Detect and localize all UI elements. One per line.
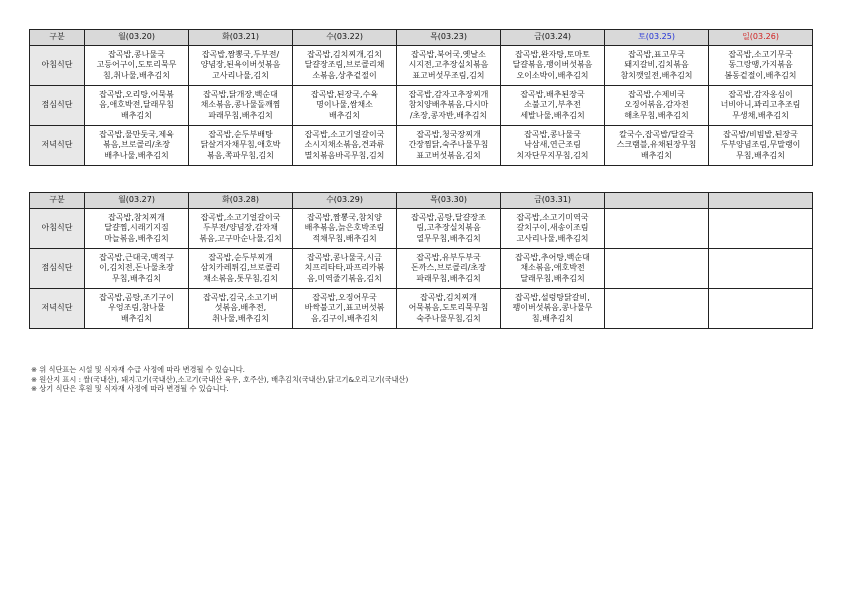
- menu-cell: [709, 249, 813, 289]
- menu-cell: 잡곡밥,짬뽕국,두부전/ 양념장,된욕이버섯볶음 고사리나물,김치: [189, 46, 293, 86]
- dinner-row: [30, 289, 813, 329]
- day-header-mon: 월(03.20): [85, 30, 189, 46]
- meal-label-dinner: 저녁식단: [30, 126, 85, 166]
- menu-cell: [709, 209, 813, 249]
- dinner-row: [30, 126, 813, 166]
- menu-cell: 잡곡밥,닭개장,백순대 채소볶음,콩나물돌깨찜 파래무침,배추김치: [189, 86, 293, 126]
- day-header-sun: 일(03.26): [709, 30, 813, 46]
- day-header-tue: 화(03.21): [189, 30, 293, 46]
- menu-cell: 잡곡밥,설렁탕닭갈비, 팽이버섯볶음,콩나물무 침,배추김치: [501, 289, 605, 329]
- footnote-sponsor-notice: ※ 상기 식단은 후원 및 식자재 사정에 따라 변경될 수 있습니다.: [31, 384, 229, 394]
- menu-cell: [605, 209, 709, 249]
- menu-cell: [605, 289, 709, 329]
- menu-cell: 잡곡밥,소고기얼갈이국 두부전/양념장,감자채 볶음,고구마순나물,김치: [189, 209, 293, 249]
- menu-cell: 잡곡밥,참치찌개 달걀찜,시래기지짐 마늘볶음,배추김치: [85, 209, 189, 249]
- day-header-thu: 목(03.30): [397, 193, 501, 209]
- week2-header-row: [30, 193, 813, 209]
- menu-cell: 잡곡밥,감자고추장찌개 참치양배추볶음,다시마 /초장,콩자반,배추김치: [397, 86, 501, 126]
- meal-label-lunch: 점심식단: [30, 86, 85, 126]
- menu-cell: 칼국수,잡곡밥/달갈국 스크램블,유채된장무침 배추김치: [605, 126, 709, 166]
- day-header-thu: 목(03.23): [397, 30, 501, 46]
- menu-cell: 잡곡밥,소고기얼갈이국 소시지채소볶음,견과류 멸치볶음바곡무침,김치: [293, 126, 397, 166]
- menu-cell: 잡곡밥,된장국,수육 명이나물,쌈채소 배추김치: [293, 86, 397, 126]
- week1-menu-table: [29, 29, 813, 166]
- menu-cell: 잡곡밥,김치찌개 어묵볶음,도토리묵무침 숙주나물무침,김치: [397, 289, 501, 329]
- menu-cell: 잡곡밥,근대국,맥적구 이,김치전,돈나물초장 무침,배추김치: [85, 249, 189, 289]
- menu-cell: 잡곡밥,순두부배탕 닭살겨자채무침,애호박 볶음,쪽파무침,김치: [189, 126, 293, 166]
- menu-cell: 잡곡밥,콩나물국 낙삼새,연근조림 치자단무지무침,김치: [501, 126, 605, 166]
- menu-cell: 잡곡밥,표고무국 돼지갈비,김치볶음 참치깻잎전,배추김치: [605, 46, 709, 86]
- menu-cell: 잡곡밥,청국장찌개 간장찜닭,숙주나물무침 표고버섯볶음,김치: [397, 126, 501, 166]
- menu-cell: 잡곡밥,물만둣국,제육 볶음,브로콜리/초장 배추나물,배추김치: [85, 126, 189, 166]
- day-header-empty: [605, 193, 709, 209]
- menu-cell: 잡곡밥/비빔밥,된장국 두부양념조림,무말랭이 무침,배추김치: [709, 126, 813, 166]
- category-header: 구분: [30, 193, 85, 209]
- breakfast-row: [30, 209, 813, 249]
- lunch-row: [30, 86, 813, 126]
- menu-cell: 잡곡밥,유부두부국 돈까스,브로콜리/초장 파래무침,배추김치: [397, 249, 501, 289]
- meal-label-breakfast: 아침식단: [30, 46, 85, 86]
- day-header-mon: 월(03.27): [85, 193, 189, 209]
- menu-cell: 잡곡밥,순두부찌개 삼치카레튀김,브로콜리 채소볶음,톳무침,김치: [189, 249, 293, 289]
- day-header-fri: 금(03.24): [501, 30, 605, 46]
- meal-label-dinner: 저녁식단: [30, 289, 85, 329]
- menu-cell: 잡곡밥,감자옹심이 너비아니,꽈리고추조림 무생채,배추김치: [709, 86, 813, 126]
- menu-cell: 잡곡밥,곰탕,달걀장조 림,고추장실치볶음 열무무침,배추김치: [397, 209, 501, 249]
- day-header-wed: 수(03.22): [293, 30, 397, 46]
- day-header-empty: [709, 193, 813, 209]
- menu-cell: 잡곡밥,김국,소고기버 섯볶음,배추전, 취나물,배추김치: [189, 289, 293, 329]
- menu-cell: 잡곡밥,배추된장국 소불고기,부추전 세발나물,배추김치: [501, 86, 605, 126]
- menu-cell: 잡곡밥,추어탕,백순대 채소볶음,애호박전 달래무침,배추김치: [501, 249, 605, 289]
- menu-cell: 잡곡밥,소고기미역국 갈치구이,새송이조림 고사리나물,배추김치: [501, 209, 605, 249]
- week2-menu-table: [29, 192, 813, 329]
- day-header-sat: 토(03.25): [605, 30, 709, 46]
- menu-cell: [709, 289, 813, 329]
- menu-cell: 잡곡밥,곰탕,조기구이 우엉조림,참나물 배추김치: [85, 289, 189, 329]
- menu-cell: 잡곡밥,오리탕,어묵볶 음,애호박전,달래무침 배추김치: [85, 86, 189, 126]
- day-header-tue: 화(03.28): [189, 193, 293, 209]
- meal-label-lunch: 점심식단: [30, 249, 85, 289]
- breakfast-row: [30, 46, 813, 86]
- menu-cell: 잡곡밥,완자탕,토마토 달걀볶음,팽이버섯볶음 오이소박이,배추김치: [501, 46, 605, 86]
- menu-cell: 잡곡밥,소고기무국 동그랑땡,가지볶음 봄동겉절이,배추김치: [709, 46, 813, 86]
- menu-cell: 잡곡밥,북어국,옛날소 시지전,고추장실치볶음 표고버섯무조림,김치: [397, 46, 501, 86]
- day-header-fri: 금(03.31): [501, 193, 605, 209]
- day-header-wed: 수(03.29): [293, 193, 397, 209]
- menu-cell: 잡곡밥,수제비국 오징어볶음,감자전 해초무침,배추김치: [605, 86, 709, 126]
- footnote-change-notice: ※ 위 식단표는 시설 및 식자재 수급 사정에 따라 변경될 수 있습니다.: [31, 365, 245, 374]
- footnotes: [31, 365, 408, 394]
- category-header: 구분: [30, 30, 85, 46]
- menu-cell: 잡곡밥,오징어무국 바싹불고기,표고버섯볶 음,김구이,배추김치: [293, 289, 397, 329]
- menu-cell: 잡곡밥,김치찌개,김치 달걀장조림,브로콜리채 소볶음,상추겉절이: [293, 46, 397, 86]
- menu-cell: [605, 249, 709, 289]
- lunch-row: [30, 249, 813, 289]
- meal-label-breakfast: 아침식단: [30, 209, 85, 249]
- menu-cell: 잡곡밥,콩나물국 고등어구이,도토리묵무 침,취나물,배추김치: [85, 46, 189, 86]
- menu-cell: 잡곡밥,콩나물국,시금 치프리타타,파프리카볶 음,미역줄기볶음,김치: [293, 249, 397, 289]
- menu-cell: 잡곡밥,짬뽕국,참치양 배추볶음,늙은호박조림 적채무침,배추김치: [293, 209, 397, 249]
- footnote-origin-label: ※ 원산지 표시 : 쌀(국내산), 돼지고기(국내산),소고기(국내산 육우, 호주산), 배추김치(국내산),닭고기&오리고기(국내산): [31, 374, 409, 384]
- week1-header-row: [30, 30, 813, 46]
